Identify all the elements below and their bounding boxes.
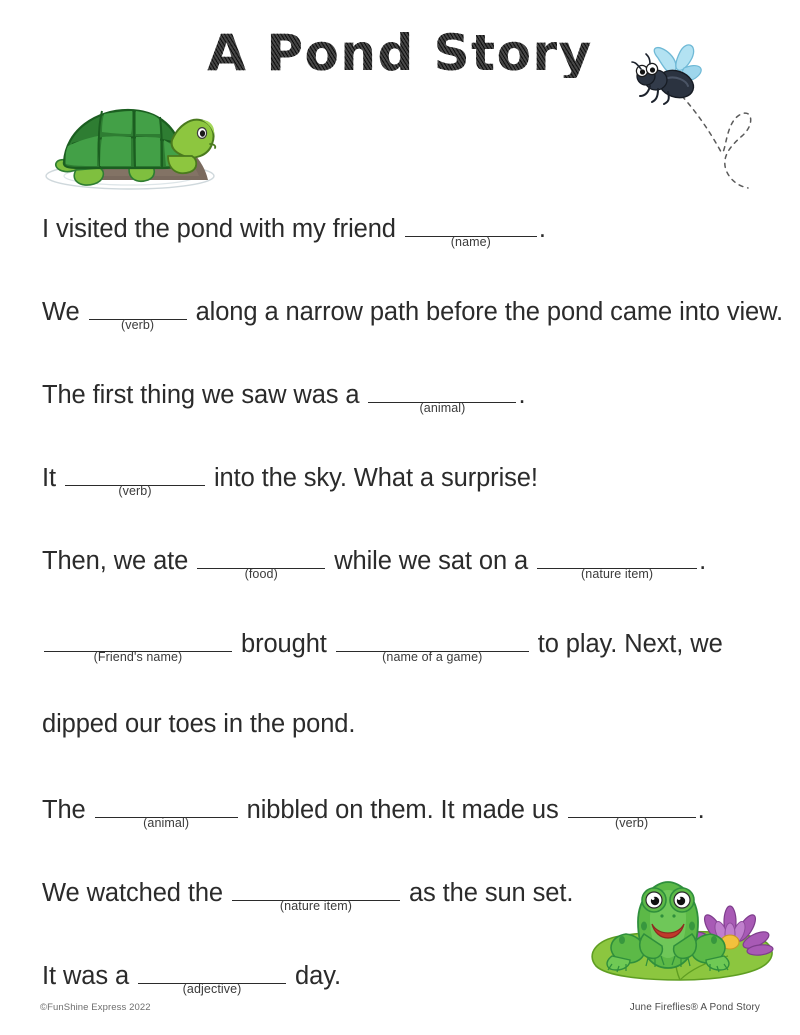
fly-illustration	[628, 38, 770, 190]
fill-in-blank[interactable]	[537, 546, 697, 581]
turtle-illustration	[42, 84, 222, 196]
blank-hint-label: (name)	[450, 235, 491, 249]
story-text: to play. Next, we	[530, 630, 723, 658]
story-line	[42, 629, 760, 663]
story-text: along a narrow path before the pond came into view.	[188, 298, 784, 326]
story-text: We	[42, 298, 87, 326]
story-text: brought	[234, 630, 334, 658]
blank-hint-label: (animal)	[143, 816, 190, 830]
story-text: .	[538, 215, 546, 243]
blank-hint-label: (nature item)	[279, 899, 353, 913]
page-title: A Pond Story	[0, 28, 800, 78]
story-text: .	[697, 796, 705, 824]
story-text: dipped our toes in the pond.	[42, 710, 356, 738]
fill-in-blank[interactable]	[405, 214, 537, 249]
story-text: while we sat on a	[327, 547, 536, 575]
story-text: as the sun set.	[401, 879, 574, 907]
story-line	[42, 297, 784, 332]
blank-hint-label: (verb)	[120, 318, 155, 332]
story-line	[42, 795, 760, 829]
story-text: It was a	[42, 962, 137, 990]
story-text: I visited the pond with my friend	[42, 215, 403, 243]
fill-in-blank[interactable]	[44, 629, 232, 664]
fill-in-blank[interactable]	[89, 297, 187, 332]
story-line	[42, 463, 760, 497]
series-label: June Fireflies® A Pond Story	[629, 1002, 760, 1013]
blank-hint-label: (verb)	[614, 816, 649, 830]
story-line	[42, 380, 760, 414]
frog-illustration	[578, 878, 783, 990]
story-line	[42, 214, 760, 248]
story-line	[42, 546, 760, 580]
fill-in-blank[interactable]	[368, 380, 516, 415]
story-text: Then, we ate	[42, 547, 196, 575]
story-text: The first thing we saw was a	[42, 381, 367, 409]
fill-in-blank[interactable]	[65, 463, 205, 498]
story-text: into the sky. What a surprise!	[206, 464, 538, 492]
story-text: .	[699, 547, 707, 575]
copyright-notice: ©FunShine Express 2022	[40, 1002, 151, 1013]
blank-hint-label: (verb)	[118, 484, 152, 498]
blank-hint-label: (nature item)	[581, 567, 654, 581]
story-text: day.	[288, 962, 341, 990]
fill-in-blank[interactable]	[336, 629, 529, 664]
story-text: We watched the	[42, 879, 230, 907]
story-text: The	[42, 796, 93, 824]
blank-hint-label: (name of a game)	[382, 650, 483, 664]
fill-in-blank[interactable]	[568, 795, 696, 830]
fill-in-blank[interactable]	[197, 546, 325, 581]
blank-hint-label: (food)	[244, 567, 278, 581]
story-text: nibbled on them. It made us	[239, 796, 566, 824]
fill-in-blank[interactable]	[232, 878, 400, 913]
story-text: It	[42, 464, 63, 492]
story-line	[42, 712, 760, 746]
fill-in-blank[interactable]	[138, 961, 286, 996]
blank-hint-label: (adjective)	[182, 982, 242, 996]
blank-hint-label: (Friend's name)	[93, 650, 183, 664]
blank-hint-label: (animal)	[419, 401, 466, 415]
story-text: .	[518, 381, 526, 409]
fill-in-blank[interactable]	[95, 795, 238, 830]
